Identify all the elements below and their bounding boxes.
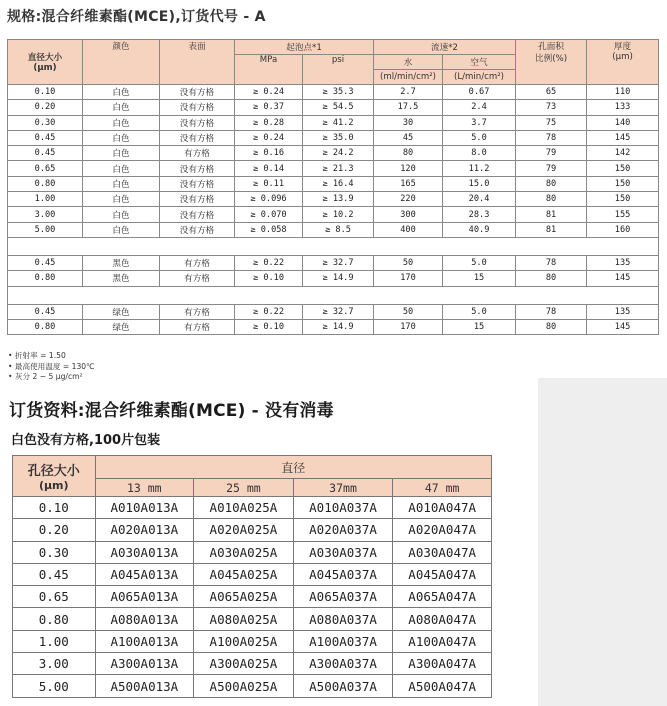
order-col-header-pore-label: 孔径大小 <box>27 464 80 479</box>
cell-thickness: 145 <box>587 130 659 145</box>
order-cell-pore: 0.65 <box>13 586 96 608</box>
order-code-cell: A065A037A <box>293 586 393 608</box>
cell-thickness: 155 <box>587 207 659 222</box>
cell-surface: 没有方格 <box>160 192 235 207</box>
cell-water-flow: 120 <box>374 161 443 176</box>
table-row <box>8 207 659 222</box>
order-col-header-13mm: 13 mm <box>95 479 194 497</box>
cell-pore: 0.80 <box>8 271 83 286</box>
cell-color: 白色 <box>83 207 160 222</box>
order-title: 订货资料:混合纤维素酯(MCE) - 没有消毒 <box>9 401 334 421</box>
cell-thickness: 150 <box>587 176 659 191</box>
cell-color: 绿色 <box>83 304 160 319</box>
cell-psi: ≥ 24.2 <box>303 146 374 161</box>
col-header-thickness-label: 厚度 <box>613 42 632 52</box>
spacer-cell <box>8 286 659 304</box>
order-code-cell: A080A013A <box>95 608 194 630</box>
cell-water-flow: 50 <box>374 255 443 270</box>
cell-thickness: 145 <box>587 319 659 334</box>
cell-mpa: ≥ 0.11 <box>235 176 303 191</box>
col-header-water-unit: (ml/min/cm²) <box>374 70 443 85</box>
table-row <box>13 608 492 630</box>
order-table <box>12 455 492 698</box>
order-code-cell: A100A047A <box>393 630 492 652</box>
order-col-header-37mm: 37mm <box>293 479 393 497</box>
cell-psi: ≥ 54.5 <box>303 100 374 115</box>
table-row <box>8 255 659 270</box>
col-header-bubble-point: 起泡点*1 <box>235 40 374 55</box>
order-code-cell: A500A025A <box>194 675 294 697</box>
order-cell-pore: 1.00 <box>13 630 96 652</box>
table-row <box>8 161 659 176</box>
cell-thickness: 135 <box>587 304 659 319</box>
table-row <box>13 519 492 541</box>
cell-mpa: ≥ 0.37 <box>235 100 303 115</box>
order-code-cell: A020A037A <box>293 519 393 541</box>
cell-thickness: 135 <box>587 255 659 270</box>
cell-air-flow: 20.4 <box>443 192 516 207</box>
table-row <box>13 630 492 652</box>
table-row <box>13 675 492 697</box>
cell-porosity: 78 <box>516 130 587 145</box>
cell-mpa: ≥ 0.28 <box>235 115 303 130</box>
table-row <box>13 541 492 563</box>
order-code-cell: A080A047A <box>393 608 492 630</box>
order-code-cell: A045A025A <box>194 563 294 585</box>
cell-porosity: 79 <box>516 161 587 176</box>
order-subtitle: 白色没有方格,100片包装 <box>11 433 161 448</box>
cell-thickness: 142 <box>587 146 659 161</box>
cell-pore: 0.45 <box>8 130 83 145</box>
table-row <box>13 563 492 585</box>
col-header-porosity <box>516 40 587 85</box>
cell-pore: 0.45 <box>8 255 83 270</box>
cell-air-flow: 15.0 <box>443 176 516 191</box>
order-col-header-25mm: 25 mm <box>194 479 294 497</box>
cell-psi: ≥ 41.2 <box>303 115 374 130</box>
cell-air-flow: 5.0 <box>443 255 516 270</box>
cell-porosity: 65 <box>516 85 587 100</box>
cell-porosity: 81 <box>516 207 587 222</box>
cell-air-flow: 2.4 <box>443 100 516 115</box>
cell-surface: 没有方格 <box>160 207 235 222</box>
col-header-pore <box>8 40 83 85</box>
order-code-cell: A020A025A <box>194 519 294 541</box>
order-code-cell: A100A037A <box>293 630 393 652</box>
col-header-porosity-line1: 孔面积 <box>538 42 564 52</box>
order-code-cell: A030A047A <box>393 541 492 563</box>
order-code-cell: A030A013A <box>95 541 194 563</box>
cell-porosity: 75 <box>516 115 587 130</box>
cell-psi: ≥ 35.3 <box>303 85 374 100</box>
cell-psi: ≥ 32.7 <box>303 304 374 319</box>
cell-air-flow: 11.2 <box>443 161 516 176</box>
cell-pore: 5.00 <box>8 222 83 237</box>
order-code-cell: A300A025A <box>194 653 294 675</box>
order-code-cell: A065A013A <box>95 586 194 608</box>
cell-psi: ≥ 8.5 <box>303 222 374 237</box>
cell-color: 黑色 <box>83 271 160 286</box>
cell-psi: ≥ 32.7 <box>303 255 374 270</box>
cell-pore: 0.20 <box>8 100 83 115</box>
table-row <box>8 222 659 237</box>
order-code-cell: A080A037A <box>293 608 393 630</box>
table-row <box>8 130 659 145</box>
cell-mpa: ≥ 0.10 <box>235 319 303 334</box>
order-code-cell: A065A047A <box>393 586 492 608</box>
cell-pore: 3.00 <box>8 207 83 222</box>
order-code-cell: A045A013A <box>95 563 194 585</box>
cell-porosity: 81 <box>516 222 587 237</box>
cell-air-flow: 5.0 <box>443 130 516 145</box>
cell-pore: 1.00 <box>8 192 83 207</box>
table-row <box>13 497 492 519</box>
cell-surface: 没有方格 <box>160 176 235 191</box>
group-spacer-row <box>8 286 659 304</box>
cell-pore: 0.45 <box>8 146 83 161</box>
table-row <box>8 146 659 161</box>
col-header-pore-unit: (μm) <box>33 63 57 73</box>
cell-water-flow: 2.7 <box>374 85 443 100</box>
cell-pore: 0.45 <box>8 304 83 319</box>
spec-title: 规格:混合纤维素酯(MCE),订货代号 - A <box>7 9 266 25</box>
order-code-cell: A030A025A <box>194 541 294 563</box>
cell-thickness: 110 <box>587 85 659 100</box>
order-col-header-pore-unit: (μm) <box>38 479 69 492</box>
cell-water-flow: 50 <box>374 304 443 319</box>
cell-pore: 0.80 <box>8 319 83 334</box>
cell-porosity: 80 <box>516 319 587 334</box>
cell-pore: 0.80 <box>8 176 83 191</box>
cell-thickness: 133 <box>587 100 659 115</box>
cell-mpa: ≥ 0.24 <box>235 85 303 100</box>
col-header-mpa: MPa <box>235 55 303 85</box>
cell-psi: ≥ 14.9 <box>303 319 374 334</box>
cell-color: 白色 <box>83 176 160 191</box>
cell-surface: 没有方格 <box>160 100 235 115</box>
table-row <box>8 100 659 115</box>
cell-surface: 有方格 <box>160 271 235 286</box>
table-row <box>8 304 659 319</box>
order-col-header-diameter: 直径 <box>95 456 492 479</box>
order-code-cell: A100A025A <box>194 630 294 652</box>
cell-psi: ≥ 21.3 <box>303 161 374 176</box>
table-row <box>8 176 659 191</box>
cell-psi: ≥ 14.9 <box>303 271 374 286</box>
group-spacer-row <box>8 237 659 255</box>
cell-thickness: 160 <box>587 222 659 237</box>
order-code-cell: A300A013A <box>95 653 194 675</box>
table-row <box>8 319 659 334</box>
cell-color: 白色 <box>83 146 160 161</box>
cell-color: 白色 <box>83 130 160 145</box>
cell-air-flow: 40.9 <box>443 222 516 237</box>
cell-psi: ≥ 10.2 <box>303 207 374 222</box>
cell-surface: 有方格 <box>160 319 235 334</box>
cell-mpa: ≥ 0.058 <box>235 222 303 237</box>
cell-mpa: ≥ 0.10 <box>235 271 303 286</box>
col-header-thickness <box>587 40 659 85</box>
cell-porosity: 80 <box>516 176 587 191</box>
order-code-cell: A020A047A <box>393 519 492 541</box>
spacer-cell <box>8 237 659 255</box>
cell-mpa: ≥ 0.24 <box>235 130 303 145</box>
cell-porosity: 78 <box>516 255 587 270</box>
col-header-porosity-line2: 比例(%) <box>535 54 568 64</box>
order-cell-pore: 5.00 <box>13 675 96 697</box>
cell-surface: 没有方格 <box>160 115 235 130</box>
cell-water-flow: 400 <box>374 222 443 237</box>
col-header-pore-label: 直径大小 <box>27 53 63 63</box>
col-header-psi: psi <box>303 55 374 85</box>
order-code-cell: A500A037A <box>293 675 393 697</box>
table-row <box>8 85 659 100</box>
cell-water-flow: 17.5 <box>374 100 443 115</box>
cell-color: 绿色 <box>83 319 160 334</box>
col-header-thickness-unit: (μm) <box>612 52 633 62</box>
cell-pore: 0.10 <box>8 85 83 100</box>
cell-color: 白色 <box>83 115 160 130</box>
cell-thickness: 150 <box>587 161 659 176</box>
cell-thickness: 145 <box>587 271 659 286</box>
order-code-cell: A065A025A <box>194 586 294 608</box>
col-header-air: 空气 <box>443 55 516 70</box>
cell-surface: 有方格 <box>160 146 235 161</box>
cell-pore: 0.30 <box>8 115 83 130</box>
note-ash-content: • 灰分 2 ~ 5 μg/cm² <box>8 372 83 381</box>
cell-mpa: ≥ 0.070 <box>235 207 303 222</box>
order-cell-pore: 0.80 <box>13 608 96 630</box>
col-header-color: 颜色 <box>83 40 160 85</box>
order-code-cell: A300A047A <box>393 653 492 675</box>
table-row <box>8 192 659 207</box>
cell-water-flow: 80 <box>374 146 443 161</box>
cell-mpa: ≥ 0.22 <box>235 304 303 319</box>
table-row <box>13 586 492 608</box>
table-row <box>8 271 659 286</box>
cell-porosity: 73 <box>516 100 587 115</box>
order-code-cell: A010A013A <box>95 497 194 519</box>
order-code-cell: A010A037A <box>293 497 393 519</box>
cell-air-flow: 5.0 <box>443 304 516 319</box>
order-cell-pore: 0.45 <box>13 563 96 585</box>
cell-psi: ≥ 13.9 <box>303 192 374 207</box>
col-header-surface: 表面 <box>160 40 235 85</box>
cell-color: 白色 <box>83 100 160 115</box>
cell-surface: 没有方格 <box>160 85 235 100</box>
col-header-water: 水 <box>374 55 443 70</box>
order-col-header-pore <box>13 456 96 497</box>
cell-thickness: 150 <box>587 192 659 207</box>
side-panel <box>538 378 667 706</box>
order-code-cell: A010A025A <box>194 497 294 519</box>
order-code-cell: A100A013A <box>95 630 194 652</box>
cell-surface: 有方格 <box>160 304 235 319</box>
cell-color: 白色 <box>83 161 160 176</box>
order-code-cell: A080A025A <box>194 608 294 630</box>
cell-pore: 0.65 <box>8 161 83 176</box>
cell-air-flow: 28.3 <box>443 207 516 222</box>
order-code-cell: A500A013A <box>95 675 194 697</box>
table-row <box>8 115 659 130</box>
cell-air-flow: 8.0 <box>443 146 516 161</box>
cell-water-flow: 300 <box>374 207 443 222</box>
cell-psi: ≥ 35.0 <box>303 130 374 145</box>
cell-surface: 有方格 <box>160 255 235 270</box>
table-row <box>13 653 492 675</box>
cell-porosity: 80 <box>516 271 587 286</box>
cell-air-flow: 0.67 <box>443 85 516 100</box>
col-header-flow-rate: 流速*2 <box>374 40 516 55</box>
cell-color: 黑色 <box>83 255 160 270</box>
cell-mpa: ≥ 0.16 <box>235 146 303 161</box>
order-cell-pore: 0.10 <box>13 497 96 519</box>
cell-air-flow: 15 <box>443 271 516 286</box>
cell-color: 白色 <box>83 85 160 100</box>
note-refractive-index: • 折射率 = 1.50 <box>8 351 66 360</box>
order-code-cell: A045A047A <box>393 563 492 585</box>
order-cell-pore: 0.20 <box>13 519 96 541</box>
order-code-cell: A030A037A <box>293 541 393 563</box>
cell-water-flow: 45 <box>374 130 443 145</box>
cell-surface: 没有方格 <box>160 161 235 176</box>
note-max-temperature: • 最高使用温度 = 130℃ <box>8 361 95 371</box>
cell-water-flow: 170 <box>374 319 443 334</box>
cell-water-flow: 170 <box>374 271 443 286</box>
cell-color: 白色 <box>83 222 160 237</box>
cell-mpa: ≥ 0.14 <box>235 161 303 176</box>
cell-mpa: ≥ 0.096 <box>235 192 303 207</box>
order-cell-pore: 3.00 <box>13 653 96 675</box>
cell-color: 白色 <box>83 192 160 207</box>
order-col-header-47mm: 47 mm <box>393 479 492 497</box>
cell-porosity: 79 <box>516 146 587 161</box>
cell-psi: ≥ 16.4 <box>303 176 374 191</box>
cell-water-flow: 165 <box>374 176 443 191</box>
cell-thickness: 140 <box>587 115 659 130</box>
cell-surface: 没有方格 <box>160 130 235 145</box>
col-header-air-unit: (L/min/cm²) <box>443 70 516 85</box>
cell-air-flow: 3.7 <box>443 115 516 130</box>
cell-porosity: 78 <box>516 304 587 319</box>
cell-porosity: 80 <box>516 192 587 207</box>
cell-water-flow: 220 <box>374 192 443 207</box>
cell-mpa: ≥ 0.22 <box>235 255 303 270</box>
order-code-cell: A500A047A <box>393 675 492 697</box>
order-code-cell: A045A037A <box>293 563 393 585</box>
spec-table <box>7 39 659 335</box>
order-code-cell: A020A013A <box>95 519 194 541</box>
order-cell-pore: 0.30 <box>13 541 96 563</box>
order-code-cell: A010A047A <box>393 497 492 519</box>
cell-water-flow: 30 <box>374 115 443 130</box>
cell-air-flow: 15 <box>443 319 516 334</box>
cell-surface: 没有方格 <box>160 222 235 237</box>
spec-notes <box>8 351 95 383</box>
order-code-cell: A300A037A <box>293 653 393 675</box>
